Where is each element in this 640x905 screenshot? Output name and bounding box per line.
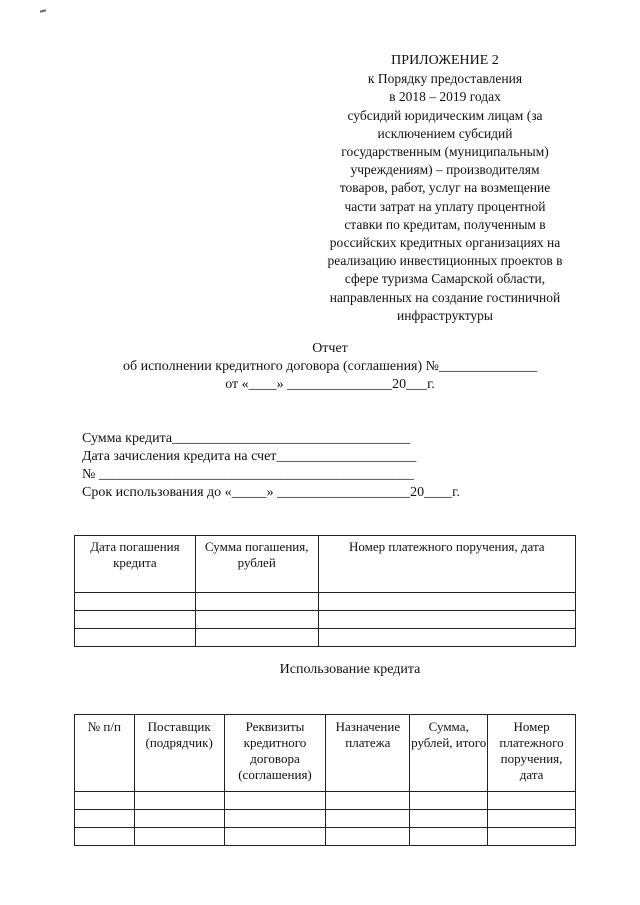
report-heading xyxy=(60,340,600,394)
loan-amount-field[interactable]: Сумма кредита__________________________________ xyxy=(82,431,411,446)
appendix-line: в 2018 – 2019 годах xyxy=(389,89,501,105)
table-cell[interactable] xyxy=(318,611,575,629)
appendix-line: к Порядку предоставления xyxy=(367,71,523,87)
table-cell[interactable] xyxy=(75,593,196,611)
table-header-row xyxy=(75,715,576,792)
table-cell[interactable] xyxy=(195,593,318,611)
table-cell[interactable] xyxy=(195,611,318,629)
table-cell[interactable] xyxy=(75,828,135,846)
table-cell[interactable] xyxy=(318,629,575,647)
scan-speck xyxy=(40,9,46,12)
table-cell[interactable] xyxy=(134,828,224,846)
column-header: Дата погашения кредита xyxy=(75,536,196,593)
appendix-line: исключением субсидий xyxy=(377,125,513,141)
table-cell[interactable] xyxy=(410,810,488,828)
table-cell[interactable] xyxy=(195,629,318,647)
table-row xyxy=(75,611,576,629)
appendix-line: сфере туризма Самарской области, xyxy=(344,271,546,287)
table-cell[interactable] xyxy=(75,810,135,828)
table-cell[interactable] xyxy=(134,792,224,810)
table-cell[interactable] xyxy=(224,828,326,846)
appendix-line: товаров, работ, услуг на возмещение xyxy=(339,180,551,196)
report-subtitle: об исполнении кредитного договора (соглашения) №______________ xyxy=(122,359,538,374)
repayment-table xyxy=(74,535,576,647)
column-header: Поставщик (подрядчик) xyxy=(134,715,224,792)
table-row xyxy=(75,593,576,611)
appendix-line: российских кредитных организациях на xyxy=(329,235,561,251)
credit-date-field[interactable]: Дата зачисления кредита на счет____________________ xyxy=(82,449,417,464)
column-header: Сумма, рублей, итого xyxy=(410,715,488,792)
column-header: Номер платежного поручения, дата xyxy=(488,715,576,792)
table-cell[interactable] xyxy=(326,828,410,846)
table-cell[interactable] xyxy=(410,792,488,810)
table-cell[interactable] xyxy=(75,611,196,629)
appendix-title: ПРИЛОЖЕНИЕ 2 xyxy=(391,53,499,68)
appendix-line: реализацию инвестиционных проектов в xyxy=(327,253,563,269)
table-cell[interactable] xyxy=(326,792,410,810)
table-row xyxy=(75,810,576,828)
column-header: Назначение платежа xyxy=(326,715,410,792)
table-row xyxy=(75,792,576,810)
table-header-row xyxy=(75,536,576,593)
table-cell[interactable] xyxy=(75,629,196,647)
table-cell[interactable] xyxy=(410,828,488,846)
appendix-line: учреждениям) – производителям xyxy=(350,162,540,178)
usage-term-field[interactable]: Срок использования до «_____» ___________________20____г. xyxy=(82,485,460,500)
usage-section-title: Использование кредита xyxy=(279,662,421,677)
column-header: № п/п xyxy=(75,715,135,792)
appendix-line: субсидий юридическим лицам (за xyxy=(347,107,543,123)
table-cell[interactable] xyxy=(488,828,576,846)
appendix-line: государственным (муниципальным) xyxy=(341,144,549,160)
table-cell[interactable] xyxy=(488,810,576,828)
table-cell[interactable] xyxy=(326,810,410,828)
table-cell[interactable] xyxy=(224,792,326,810)
report-date-line: от «____» _______________20___г. xyxy=(225,377,435,392)
account-number-field[interactable]: № _____________________________________________ xyxy=(82,467,414,482)
table-cell[interactable] xyxy=(134,810,224,828)
table-row xyxy=(75,629,576,647)
table-cell[interactable] xyxy=(75,792,135,810)
table-cell[interactable] xyxy=(318,593,575,611)
column-header: Номер платежного поручения, дата xyxy=(318,536,575,593)
table-row xyxy=(75,828,576,846)
column-header: Сумма погашения, рублей xyxy=(195,536,318,593)
appendix-line: инфраструктуры xyxy=(397,307,493,323)
table-cell[interactable] xyxy=(488,792,576,810)
usage-table xyxy=(74,714,576,846)
table-cell[interactable] xyxy=(224,810,326,828)
appendix-line: части затрат на уплату процентной xyxy=(344,198,546,214)
appendix-header xyxy=(303,52,587,325)
loan-fields xyxy=(82,430,542,502)
appendix-line: ставки по кредитам, полученным в xyxy=(344,216,546,232)
column-header: Реквизиты кредитного договора (соглашения) xyxy=(224,715,326,792)
appendix-line: направленных на создание гостиничной xyxy=(329,289,561,305)
report-title: Отчет xyxy=(312,341,348,356)
